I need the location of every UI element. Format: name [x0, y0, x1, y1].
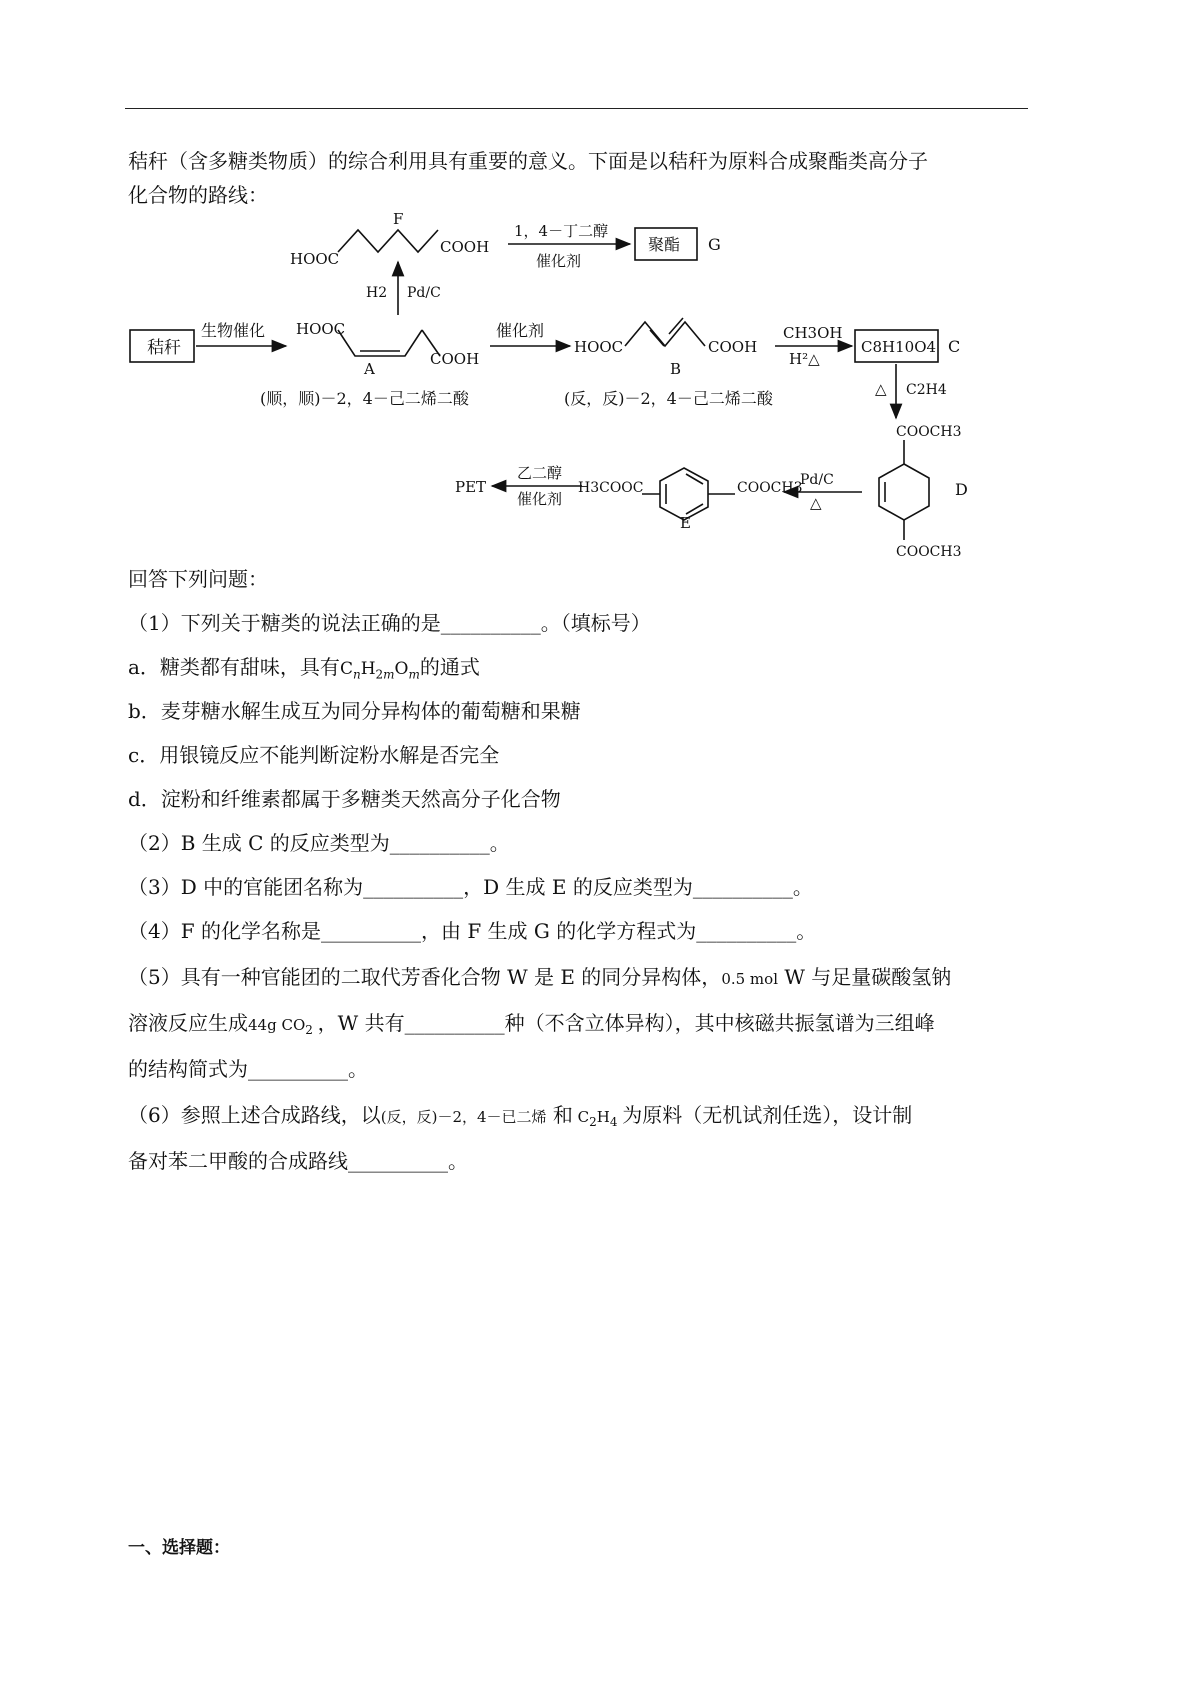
- butanediol-label: 1，4－丁二醇: [514, 222, 609, 240]
- c2h4-formula: $C_2H_4$: [572, 1108, 618, 1129]
- delta-DE-label: △: [810, 494, 822, 512]
- catalyst-AB-label: 催化剂: [496, 321, 545, 340]
- option-b: b．麦芽糖水解生成互为同分异构体的葡萄糖和果糖: [128, 699, 581, 723]
- A-name: (顺，顺)－2，4－己二烯二酸: [260, 389, 469, 408]
- F-cooh: COOH: [440, 238, 490, 256]
- A-label: A: [364, 360, 375, 378]
- option-a-pre: a．糖类都有甜味，具有: [128, 655, 340, 679]
- H-delta-label: H²△: [789, 350, 820, 368]
- question-5-line-3: 的结构简式为__________。: [128, 1057, 368, 1081]
- PdC-label: Pd/C: [407, 285, 441, 301]
- G-label: G: [708, 235, 721, 254]
- catalyst-FG-label: 催化剂: [536, 252, 582, 270]
- C2H4-label: C2H4: [906, 382, 947, 398]
- question-4: （4）F 的化学名称是__________，由 F 生成 G 的化学方程式为__________。: [128, 919, 817, 943]
- question-2: （2）B 生成 C 的反应类型为__________。: [128, 831, 510, 855]
- catalyst-PET-label: 催化剂: [517, 490, 563, 508]
- q6-line1-pre: （6）参照上述合成路线，以: [128, 1103, 381, 1127]
- PdC-DE-label: Pd/C: [800, 472, 834, 488]
- D-top-cooch3: COOCH3: [896, 424, 962, 440]
- question-6-line-1: [128, 1101, 912, 1136]
- ethylene-glycol-label: 乙二醇: [517, 464, 563, 482]
- A-hooc: HOOC: [296, 320, 346, 338]
- C-label: C: [948, 337, 961, 356]
- B-cooh: COOH: [708, 338, 758, 356]
- question-5-line-1: [128, 963, 951, 993]
- polyester-label: 聚酯: [648, 235, 681, 254]
- question-3: （3）D 中的官能团名称为__________，D 生成 E 的反应类型为__________。: [128, 875, 813, 899]
- intro-line-2: 化合物的路线：: [128, 183, 268, 207]
- question-6-line-2: 备对苯二甲酸的合成路线__________。: [128, 1149, 468, 1173]
- CH3OH-label: CH3OH: [783, 324, 843, 342]
- intro-line-1: 秸秆（含多糖类物质）的综合利用具有重要的意义。下面是以秸秆为原料合成聚酯类高分子: [128, 149, 928, 173]
- F-hooc: HOOC: [290, 250, 340, 268]
- E-label: E: [680, 514, 691, 532]
- bio-catalysis-label: 生物催化: [201, 321, 266, 340]
- q5-line2-pre: 溶液反应生成: [128, 1011, 248, 1035]
- B-name: (反，反)－2，4－己二烯二酸: [564, 389, 773, 408]
- H2-label: H2: [366, 285, 388, 301]
- q6-and: 和: [546, 1103, 573, 1127]
- q5-mol-value: 0.5 mol: [721, 970, 778, 988]
- A-cooh: COOH: [430, 350, 480, 368]
- general-formula: $C_nH_{2m}O_m$: [339, 659, 420, 682]
- D-label: D: [955, 480, 968, 499]
- option-a: [128, 653, 480, 688]
- section-heading: 一、选择题：: [128, 1538, 230, 1558]
- q5-line1-post: W 与足量碳酸氢钠: [778, 965, 952, 989]
- PET-label: PET: [455, 478, 487, 496]
- B-label: B: [670, 360, 682, 378]
- option-d: d．淀粉和纤维素都属于多糖类天然高分子化合物: [128, 787, 561, 811]
- straw-label: 秸秆: [147, 338, 181, 358]
- B-hooc: HOOC: [574, 338, 624, 356]
- questions-header: 回答下列问题：: [128, 567, 268, 591]
- E-h3cooc: H3COOC: [578, 480, 644, 496]
- D-bottom-cooch3: COOCH3: [896, 544, 962, 560]
- C-formula: C8H10O4: [861, 338, 937, 356]
- co2-formula: $CO_2$: [276, 1016, 313, 1037]
- q5-line1-pre: （5）具有一种官能团的二取代芳香化合物 W 是 E 的同分异构体，: [128, 965, 722, 989]
- question-5-line-2: [128, 1009, 935, 1044]
- synthesis-scheme: [0, 0, 1200, 560]
- question-1: （1）下列关于糖类的说法正确的是__________。（填标号）: [128, 611, 651, 635]
- F-label: F: [393, 210, 404, 228]
- q5-line2-post: ，W 共有__________种（不含立体异构），其中核磁共振氢谱为三组峰: [317, 1011, 935, 1035]
- delta-CD-label: △: [875, 380, 887, 398]
- E-cooch3: COOCH3: [737, 480, 803, 496]
- q6-line1-post: 为原料（无机试剂任选），设计制: [622, 1103, 913, 1127]
- option-a-post: 的通式: [419, 655, 480, 679]
- option-c: c．用银镜反应不能判断淀粉水解是否完全: [128, 743, 500, 767]
- q6-reactant: (反，反)－2，4－已二烯: [380, 1108, 547, 1126]
- q5-mass-value: 44g: [248, 1016, 277, 1034]
